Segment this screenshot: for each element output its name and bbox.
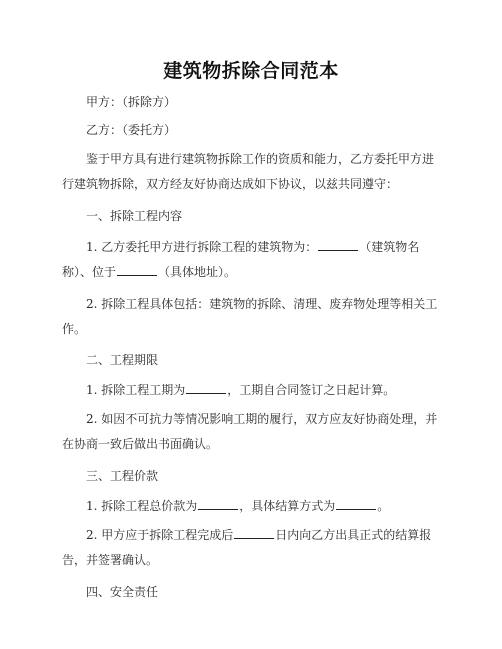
blank-duration bbox=[186, 381, 226, 394]
document-title: 建筑物拆除合同范本 bbox=[163, 60, 339, 82]
party-b: 乙方：（委托方） bbox=[86, 123, 177, 137]
section-1-item-2 bbox=[62, 292, 444, 342]
section-2-item-2 bbox=[62, 407, 444, 457]
section-1-item-1-text-c: 称）、位于 bbox=[62, 265, 117, 279]
section-1-item-1-text-b: （建筑物名 bbox=[359, 240, 420, 254]
section-1-item-1 bbox=[62, 235, 444, 285]
section-3-item-2 bbox=[62, 523, 444, 573]
section-1-item-2-line-2: 作。 bbox=[62, 322, 87, 336]
blank-total-price bbox=[198, 497, 238, 510]
section-1-item-1-line-1 bbox=[62, 235, 444, 260]
section-1-heading: 一、拆除工程内容 bbox=[86, 209, 183, 223]
blank-days bbox=[234, 526, 274, 539]
section-4-heading: 四、安全责任 bbox=[86, 585, 159, 599]
section-1-item-2-line-1: 2. 拆除工程具体包括：建筑物的拆除、清理、废弃物处理等相关工 bbox=[86, 297, 438, 311]
party-a: 甲方：（拆除方） bbox=[86, 95, 177, 109]
section-3-item-2-line-1 bbox=[62, 523, 444, 548]
blank-address bbox=[117, 263, 157, 276]
section-3-item-1-text-b: ，具体结算方式为 bbox=[239, 499, 336, 513]
section-3-item-1-text-a: 1. 拆除工程总价款为 bbox=[86, 499, 198, 513]
section-1-item-1-text-a: 1. 乙方委托甲方进行拆除工程的建筑物为： bbox=[86, 240, 318, 254]
section-2-heading: 二、工程期限 bbox=[86, 353, 159, 367]
section-2-item-1-text-b: ，工期自合同签订之日起计算。 bbox=[227, 383, 396, 397]
intro-paragraph bbox=[62, 147, 444, 197]
section-3-item-2-text-a: 2. 甲方应于拆除工程完成后 bbox=[86, 528, 234, 542]
section-2-item-2-line-2: 在协商一致后做出书面确认。 bbox=[62, 437, 219, 451]
section-3-item-1 bbox=[62, 494, 444, 519]
section-1-item-1-line-2 bbox=[62, 260, 444, 285]
section-3-item-2-text-b: 日内向乙方出具正式的结算报 bbox=[275, 528, 432, 542]
intro-line-2: 行建筑物拆除，双方经友好协商达成如下协议，以兹共同遵守： bbox=[62, 177, 399, 191]
section-2-item-1 bbox=[62, 378, 444, 403]
section-2-item-1-text-a: 1. 拆除工程工期为 bbox=[86, 383, 186, 397]
intro-line-1: 鉴于甲方具有进行建筑物拆除工作的资质和能力，乙方委托甲方进 bbox=[86, 152, 435, 166]
section-1-item-1-text-d: （具体地址）。 bbox=[158, 265, 237, 279]
blank-building-name bbox=[318, 238, 358, 251]
blank-settlement-method bbox=[336, 497, 376, 510]
section-3-item-1-text-c: 。 bbox=[377, 499, 390, 513]
section-3-item-2-line-2: 告，并签署确认。 bbox=[62, 553, 159, 567]
section-3-heading: 三、工程价款 bbox=[86, 469, 159, 483]
section-2-item-2-line-1: 2. 如因不可抗力等情况影响工期的履行，双方应友好协商处理，并 bbox=[86, 412, 438, 426]
